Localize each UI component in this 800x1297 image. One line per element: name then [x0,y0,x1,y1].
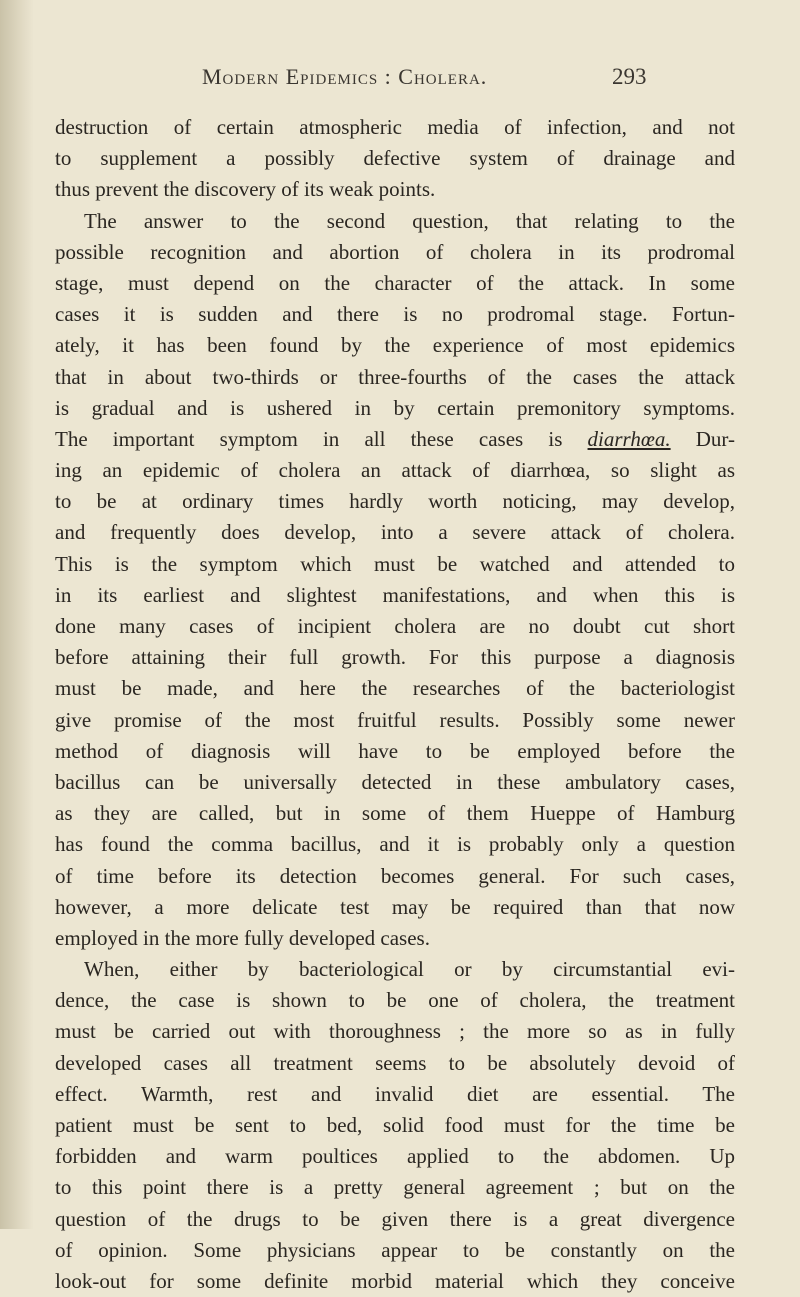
text-line: of opinion. Some physicians appear to be constantly on the [55,1237,735,1262]
text-line: to be at ordinary times hardly worth noticing, may develop, [55,489,735,514]
italic-term-diarrhoea: diarrhœa. [587,426,671,451]
page-gutter-shadow [0,0,34,1229]
text-line: done many cases of incipient cholera are no doubt cut short [55,614,735,638]
text-line: question of the drugs to be given there is a great divergence [55,1206,735,1231]
text-line: to this point there is a pretty general agreement ; but on the [55,1175,735,1200]
text-line: must be made, and here the researches of the bacteriologist [55,676,735,701]
text-segment: Dur- [670,426,735,451]
text-line: dence, the case is shown to be one of cholera, the treatment [55,988,735,1013]
text-line: method of diagnosis will have to be employed before the [55,738,735,763]
text-line: destruction of certain atmospheric media of infection, and not [55,115,735,139]
text-line: developed cases all treatment seems to be absolutely devoid of [55,1050,735,1075]
text-line: that in about two-thirds or three-fourths of the cases the attack [55,364,735,389]
running-head [202,64,582,94]
text-line: of time before its detection becomes general. For such cases, [55,863,735,888]
text-line: forbidden and warm poultices applied to the abdomen. Up [55,1144,735,1169]
text-line: possible recognition and abortion of cholera in its prodromal [55,239,735,264]
text-line: has found the comma bacillus, and it is probably only a question [55,832,735,857]
text-line: before attaining their full growth. For this purpose a diagnosis [55,645,735,670]
body-text [55,112,735,1297]
text-line: give promise of the most fruitful results. Possibly some newer [55,707,735,732]
text-line: look-out for some definite morbid material which they conceive [55,1268,735,1293]
text-line: effect. Warmth, rest and invalid diet are essential. The [55,1081,735,1106]
text-line: is gradual and is ushered in by certain premonitory symptoms. [55,395,735,420]
text-line: ately, it has been found by the experience of most epidemics [55,333,735,358]
paragraph-start-line: The answer to the second question, that relating to the [84,208,735,233]
text-line: bacillus can be universally detected in these ambulatory cases, [55,769,735,794]
running-title: Modern Epidemics : Cholera. [202,64,488,89]
text-line-with-term [55,424,735,455]
text-line: however, a more delicate test may be required than that now [55,894,735,919]
text-line: and frequently does develop, into a severe attack of cholera. [55,520,735,545]
text-line: ing an epidemic of cholera an attack of diarrhœa, so slight as [55,458,735,483]
text-line: to supplement a possibly defective system of drainage and [55,146,735,171]
text-line: in its earliest and slightest manifestations, and when this is [55,582,735,607]
page-number: 293 [612,64,647,89]
text-line: employed in the more fully developed cases. [55,925,430,950]
text-line: cases it is sudden and there is no prodromal stage. Fortun- [55,302,735,327]
text-line: thus prevent the discovery of its weak points. [55,177,436,202]
paragraph-start-line: When, either by bacteriological or by circumstantial evi- [84,957,735,982]
text-line: must be carried out with thoroughness ; the more so as in fully [55,1019,735,1044]
text-segment: The important symptom in all these cases is [55,426,588,451]
text-line: stage, must depend on the character of the attack. In some [55,270,735,295]
text-line: patient must be sent to bed, solid food must for the time be [55,1113,735,1137]
text-line: as they are called, but in some of them Hueppe of Hamburg [55,801,735,826]
text-line: This is the symptom which must be watched and attended to [55,551,735,576]
